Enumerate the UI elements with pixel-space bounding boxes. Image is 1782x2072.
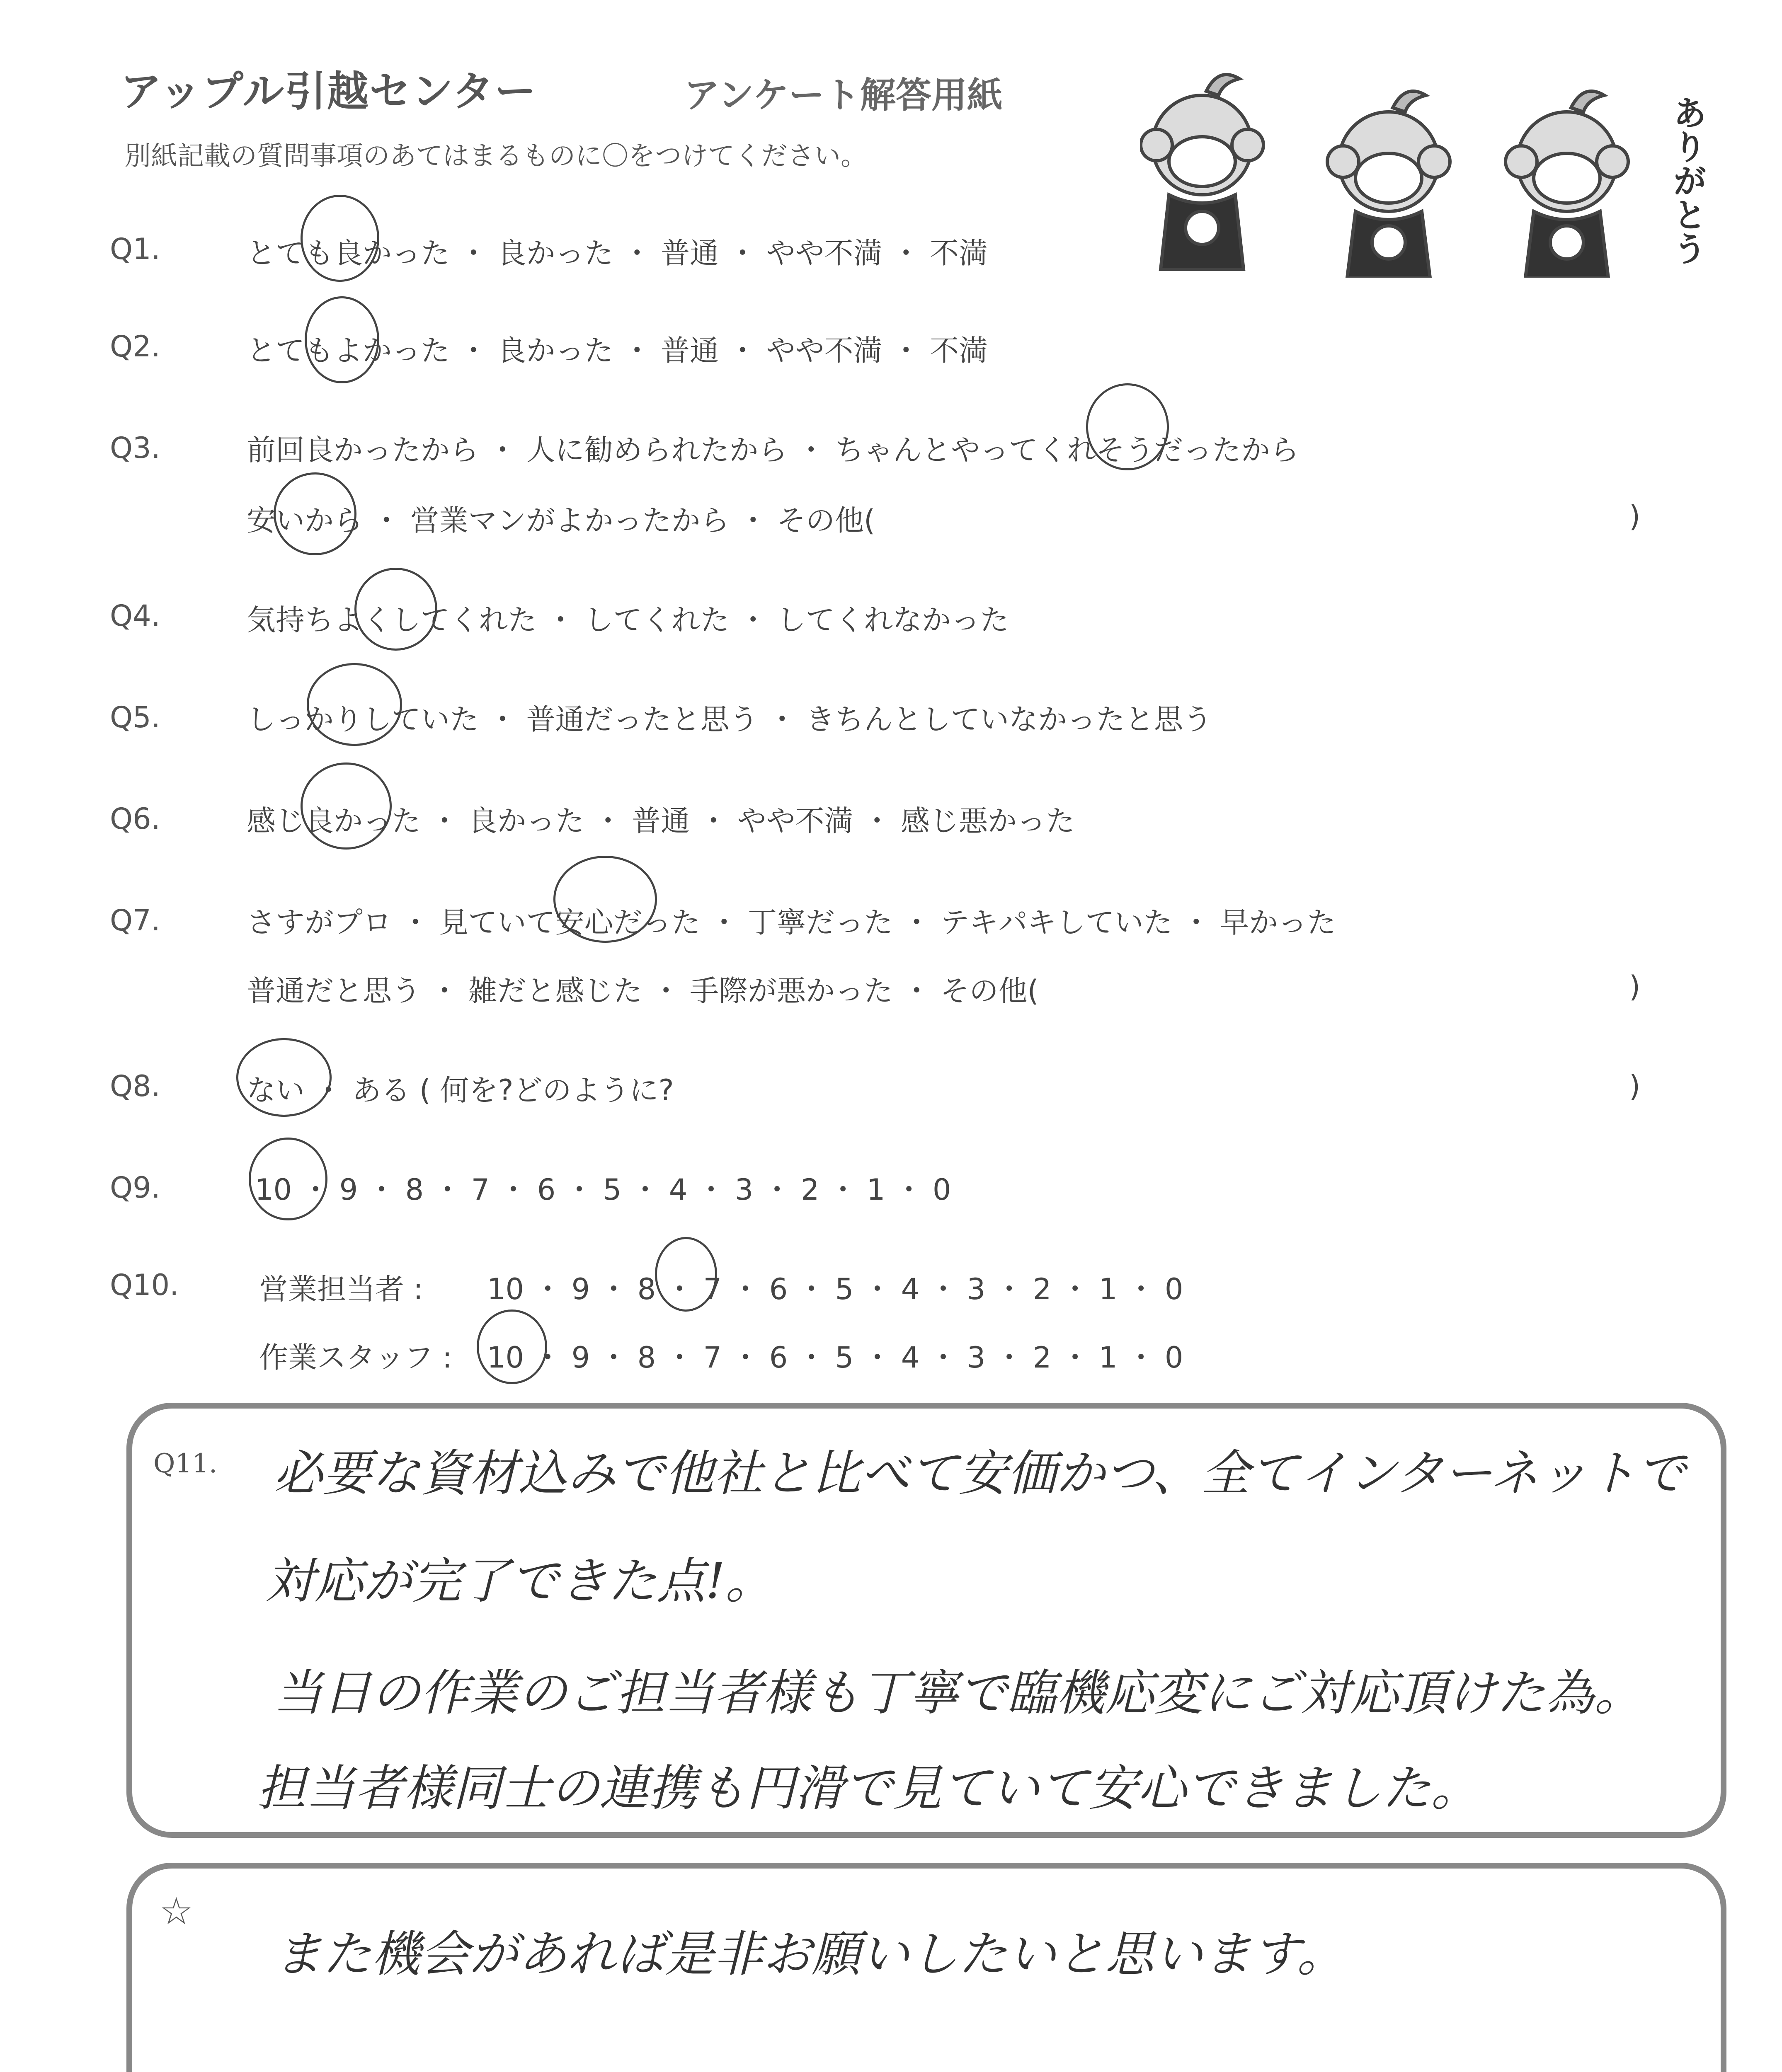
q4-number: Q4. xyxy=(110,599,160,633)
q4-options: 気持ちよくしてくれた ・ してくれた ・ してくれなかった xyxy=(247,603,1009,637)
q10-sales-label: 営業担当者 : xyxy=(259,1272,423,1306)
q6-number: Q6. xyxy=(110,802,160,836)
q10-sales-answer-circle xyxy=(655,1237,717,1312)
q5-number: Q5. xyxy=(110,700,160,734)
q4-answer-circle xyxy=(354,568,437,651)
q7-close-paren: ) xyxy=(1629,970,1641,1004)
form-title: アップル引越センター xyxy=(120,67,537,116)
q10-sales-scale: 10 ・ 9 ・ 8 ・ 7 ・ 6 ・ 5 ・ 4 ・ 3 ・ 2 ・ 1 ・ 0 xyxy=(487,1272,1183,1306)
q7-options-line1: さすがプロ ・ 見ていて安心だった ・ 丁寧だった ・ テキパキしていた ・ 早かった xyxy=(247,905,1336,939)
q8-close-paren: ) xyxy=(1629,1069,1641,1103)
q3-options-line2: 安いから ・ 営業マンがよかったから ・ その他( xyxy=(247,503,875,537)
q6-options: 感じ良かった ・ 良かった ・ 普通 ・ やや不満 ・ 感じ悪かった xyxy=(247,804,1075,838)
q1-number: Q1. xyxy=(110,232,160,266)
q9-answer-circle xyxy=(249,1138,327,1220)
q3-close-paren: ) xyxy=(1629,499,1641,533)
form-subtitle: アンケート解答用紙 xyxy=(684,75,1003,116)
q2-number: Q2. xyxy=(110,329,160,363)
q5-options: しっかりしていた ・ 普通だったと思う ・ きちんとしていなかったと思う xyxy=(247,702,1212,736)
q7-options-line2: 普通だと思う ・ 雑だと感じた ・ 手際が悪かった ・ その他( xyxy=(247,974,1039,1008)
mascot-monkeys-illustration xyxy=(1140,62,1720,278)
q11-label: Q11. xyxy=(153,1448,218,1479)
q8-options: ない ・ ある ( 何を?どのように? xyxy=(247,1073,674,1107)
instruction-text: 別紙記載の質問事項のあてはまるものに〇をつけてください。 xyxy=(124,141,867,172)
q11-comment-line-3: 当日の作業のご担当者様も丁寧で臨機応変にご対応頂けた為。 xyxy=(274,1664,1644,1721)
q5-answer-circle xyxy=(307,663,402,746)
q3-options-line1: 前回良かったから ・ 人に勧められたから ・ ちゃんとやってくれそうだったから xyxy=(247,433,1300,467)
q10-staff-scale: 10 ・ 9 ・ 8 ・ 7 ・ 6 ・ 5 ・ 4 ・ 3 ・ 2 ・ 1 ・ 0 xyxy=(487,1341,1183,1375)
q7-answer-circle xyxy=(553,856,657,943)
q10-number: Q10. xyxy=(110,1268,179,1302)
q11-comment-line-2: 対応が完了できた点!。 xyxy=(265,1552,774,1610)
q8-answer-circle xyxy=(236,1038,332,1117)
q6-answer-circle xyxy=(301,762,392,850)
q2-answer-circle xyxy=(305,296,379,383)
q3-answer-circle xyxy=(1086,383,1169,470)
q11-comment-line-4: 担当者様同士の連携も円滑で見ていて安心できました。 xyxy=(257,1760,1480,1817)
q1-options: とても良かった ・ 良かった ・ 普通 ・ やや不満 ・ 不満 xyxy=(247,236,988,270)
q11-comment-line-1: 必要な資材込みで他社と比べて安価かつ、全てインターネットで xyxy=(274,1445,1686,1502)
q3-answer-circle-2 xyxy=(274,472,356,555)
q9-scale: 10 ・ 9 ・ 8 ・ 7 ・ 6 ・ 5 ・ 4 ・ 3 ・ 2 ・ 1 ・ 0 xyxy=(255,1173,951,1207)
q2-options: とてもよかった ・ 良かった ・ 普通 ・ やや不満 ・ 不満 xyxy=(247,334,988,368)
star-label: ☆ xyxy=(160,1890,193,1933)
q3-number: Q3. xyxy=(110,431,160,465)
q8-number: Q8. xyxy=(110,1069,160,1103)
q7-number: Q7. xyxy=(110,903,160,937)
arigatou-text: ありがとう xyxy=(1667,95,1707,265)
star-comment-text: また機会があれば是非お願いしたいと思います。 xyxy=(274,1925,1346,1982)
q10-staff-label: 作業スタッフ : xyxy=(259,1341,452,1375)
q1-answer-circle xyxy=(301,195,379,282)
q10-staff-answer-circle xyxy=(477,1310,547,1384)
q9-number: Q9. xyxy=(110,1171,160,1205)
